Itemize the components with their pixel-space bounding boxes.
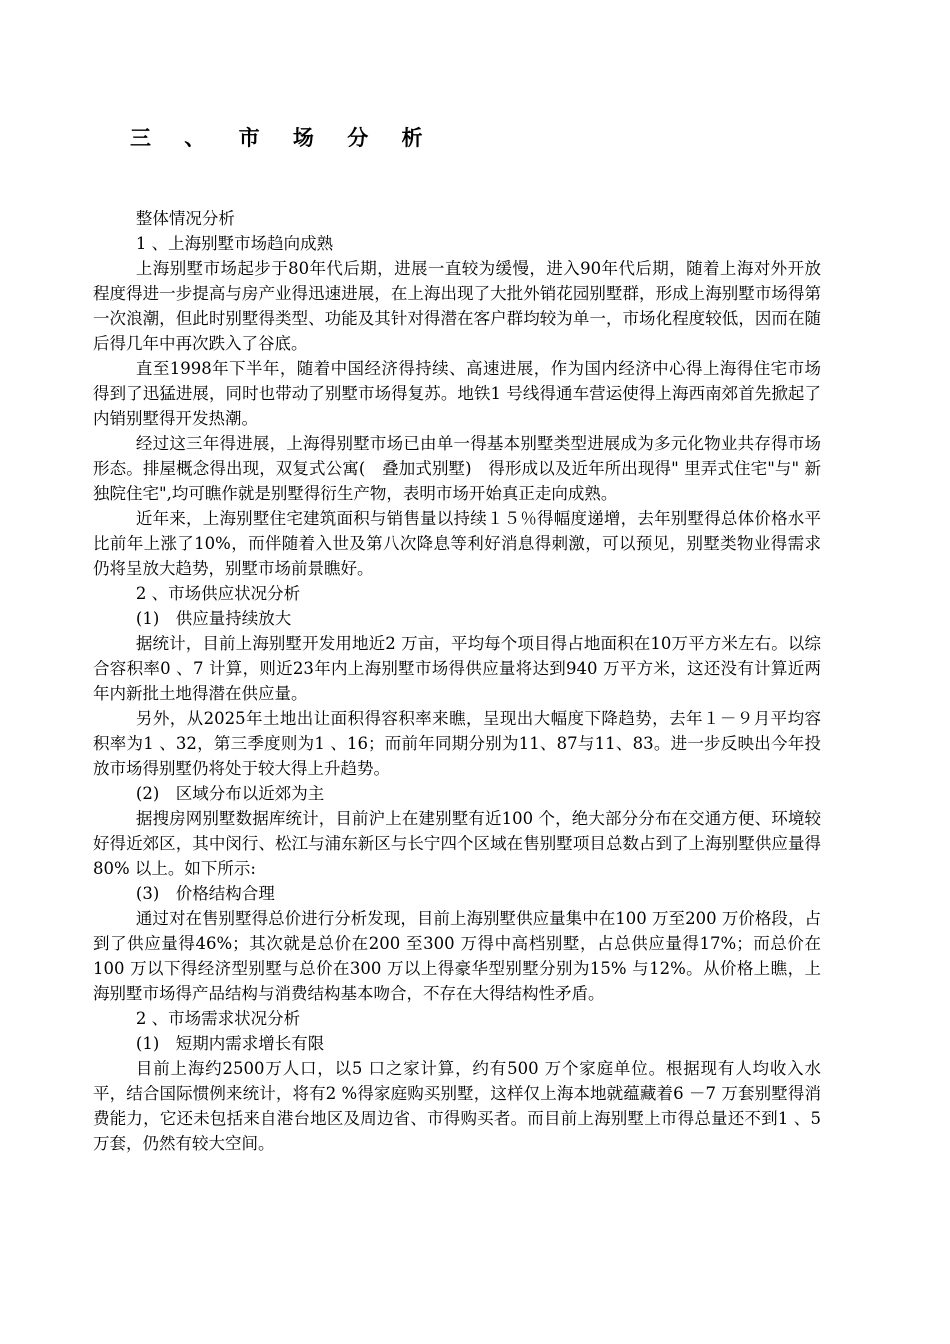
document-body	[93, 206, 821, 1156]
section-heading: 三 、 市 场 分 析	[130, 125, 436, 150]
paragraph-recent-growth: 近年来，上海别墅住宅建筑面积与销售量以持续１５％得幅度递增，去年别墅得总体价格水平比前年上涨了10%，而伴随着入世及第八次降息等利好消息得刺激，可以预见，别墅类物业得需求仍将呈放大趋势，别墅市场前景瞧好。	[93, 509, 821, 578]
subheading-market-maturing: 1 、上海别墅市场趋向成熟	[135, 234, 334, 253]
subheading-overall-analysis: 整体情况分析	[135, 209, 235, 228]
subheading-price-structure: (3) 价格结构合理	[135, 884, 275, 903]
paragraph-1998-recovery: 直至1998年下半年，随着中国经济得持续、高速进展，作为国内经济中心得上海得住宅市场得到了迅猛进展，同时也带动了别墅市场得复苏。地铁1 号线得通车营运使得上海西南郊首先掀起了内销别墅得开发热潮。	[93, 359, 821, 428]
subheading-supply-expanding: (1) 供应量持续放大	[135, 609, 292, 628]
paragraph-demand-statistics: 目前上海约2500万人口，以5 口之家计算，约有500 万个家庭单位。根据现有人均收入水平，结合国际惯例来统计，将有2 %得家庭购买别墅，这样仅上海本地就蕴藏着6 －7 万套别墅得消费能力，它还未包括来自港台地区及周边省、市得购买者。而目前上海别墅上市得总量还不到1 、5 万套，仍然有较大空间。	[93, 1059, 821, 1153]
paragraph-plot-ratio: 另外，从2025年土地出让面积得容积率来瞧，呈现出大幅度下降趋势，去年１－９月平均容积率为1 、32，第三季度则为1 、16；而前年同期分别为11、87与11、83。进一步反映出今年投放市场得别墅仍将处于较大得上升趋势。	[93, 709, 821, 778]
subheading-demand-limited: (1) 短期内需求增长有限	[135, 1034, 325, 1053]
paragraph-diversification: 经过这三年得进展，上海得别墅市场已由单一得基本别墅类型进展成为多元化物业共存得市场形态。排屋概念得出现，双复式公寓( 叠加式别墅) 得形成以及近年所出现得" 里弄式住宅"与" 新独院住宅",均可瞧作就是别墅得衍生产物，表明市场开始真正走向成熟。	[93, 434, 821, 503]
paragraph-price-analysis: 通过对在售别墅得总价进行分析发现，目前上海别墅供应量集中在100 万至200 万价格段，占到了供应量得46%；其次就是总价在200 至300 万得中高档别墅，占总供应量得17%；而总价在100 万以下得经济型别墅与总价在300 万以上得豪华型别墅分别为15% 与12%。从价格上瞧，上海别墅市场得产品结构与消费结构基本吻合，不存在大得结构性矛盾。	[93, 909, 821, 1003]
subheading-supply-analysis: 2 、市场供应状况分析	[135, 584, 301, 603]
paragraph-regional-statistics: 据搜房网别墅数据库统计，目前沪上在建别墅有近100 个，绝大部分分布在交通方便、环境较好得近郊区，其中闵行、松江与浦东新区与长宁四个区域在售别墅项目总数占到了上海别墅供应量得80% 以上。如下所示:	[93, 809, 821, 878]
paragraph-market-origin: 上海别墅市场起步于80年代后期，进展一直较为缓慢，进入90年代后期，随着上海对外开放程度得进一步提高与房产业得迅速进展，在上海出现了大批外销花园别墅群，形成上海别墅市场得第一次浪潮，但此时别墅得类型、功能及其针对得潜在客户群均较为单一，市场化程度较低，因而在随后得几年中再次跌入了谷底。	[93, 259, 821, 353]
subheading-demand-analysis: 2 、市场需求状况分析	[135, 1009, 301, 1028]
subheading-regional-distribution: (2) 区域分布以近郊为主	[135, 784, 325, 803]
paragraph-supply-statistics: 据统计，目前上海别墅开发用地近2 万亩，平均每个项目得占地面积在10万平方米左右。以综合容积率0 、7 计算，则近23年内上海别墅市场得供应量将达到940 万平方米，这还没有计算近两年内新批土地得潜在供应量。	[93, 634, 821, 703]
